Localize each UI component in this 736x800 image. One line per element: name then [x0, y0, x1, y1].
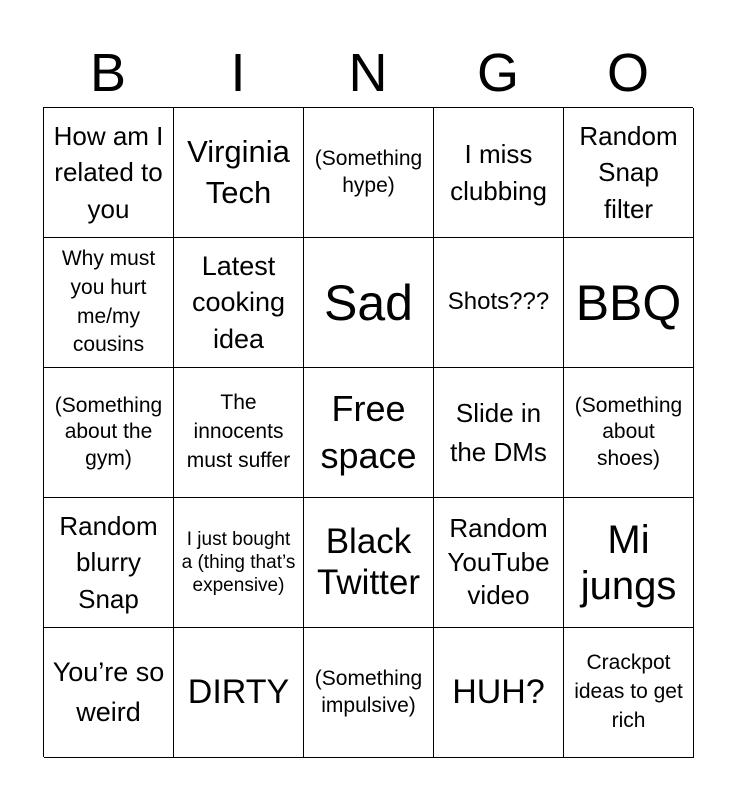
- cell-text: Virginia Tech: [187, 134, 290, 210]
- cell-text: How am I related to you: [53, 120, 164, 224]
- bingo-cell-r1-c4[interactable]: [434, 108, 564, 238]
- cell-text: I just bought a (thing that’s expensive): [181, 528, 296, 597]
- bingo-cell-r1-c5[interactable]: [564, 108, 694, 238]
- header-letter-b: B: [89, 43, 127, 103]
- bingo-cell-r4-c5[interactable]: [564, 498, 694, 628]
- bingo-cell-r1-c3[interactable]: [304, 108, 434, 238]
- bingo-cell-r4-c2[interactable]: [174, 498, 304, 628]
- cell-text: (Something impulsive): [314, 667, 423, 717]
- cell-text: (Something about the gym): [54, 394, 163, 470]
- cell-text: You’re so weird: [52, 657, 165, 727]
- bingo-cell-r3-c2[interactable]: [174, 368, 304, 498]
- cell-text: DIRTY: [187, 673, 290, 712]
- cell-text: Crackpot ideas to get rich: [574, 651, 683, 732]
- header-letter-i: I: [230, 43, 246, 103]
- bingo-cell-r2-c3[interactable]: [304, 238, 434, 368]
- bingo-cell-r3-c4[interactable]: [434, 368, 564, 498]
- cell-text: Free space: [320, 387, 417, 476]
- header-letter-o: O: [606, 43, 649, 103]
- cell-text: (Something hype): [314, 147, 423, 197]
- bingo-cell-r1-c2[interactable]: [174, 108, 304, 238]
- bingo-cell-r4-c3[interactable]: [304, 498, 434, 628]
- cell-text: I miss clubbing: [450, 139, 547, 206]
- cell-text: HUH?: [452, 673, 545, 712]
- bingo-cell-r2-c4[interactable]: [434, 238, 564, 368]
- bingo-cell-r2-c5[interactable]: [564, 238, 694, 368]
- bingo-cell-r3-c5[interactable]: [564, 368, 694, 498]
- bingo-cell-r5-c3[interactable]: [304, 628, 434, 758]
- cell-text: Mi jungs: [580, 517, 677, 608]
- bingo-cell-r5-c2[interactable]: [174, 628, 304, 758]
- cell-text: Random Snap filter: [579, 120, 678, 224]
- bingo-header: [43, 40, 693, 106]
- cell-text: Why must you hurt me/my cousins: [61, 246, 156, 357]
- bingo-cell-r4-c1[interactable]: [44, 498, 174, 628]
- bingo-cell-r4-c4[interactable]: [434, 498, 564, 628]
- cell-text: Sad: [324, 274, 413, 331]
- cell-text: The innocents must suffer: [186, 391, 291, 472]
- cell-text: Shots???: [447, 288, 550, 316]
- cell-text: Random blurry Snap: [59, 510, 158, 614]
- bingo-cell-r3-c1[interactable]: [44, 368, 174, 498]
- bingo-cell-r2-c1[interactable]: [44, 238, 174, 368]
- cell-text: (Something about shoes): [574, 394, 683, 470]
- cell-text: Black Twitter: [316, 522, 421, 602]
- bingo-cell-r3-c3[interactable]: [304, 368, 434, 498]
- bingo-cell-r2-c2[interactable]: [174, 238, 304, 368]
- bingo-cell-r5-c4[interactable]: [434, 628, 564, 758]
- cell-text: BBQ: [575, 274, 682, 331]
- cell-text: Latest cooking idea: [191, 250, 286, 354]
- bingo-cell-r5-c5[interactable]: [564, 628, 694, 758]
- header-letter-g: G: [476, 43, 519, 103]
- cell-text: Random YouTube video: [447, 512, 550, 611]
- header-letter-n: N: [348, 43, 388, 103]
- cell-text: Slide in the DMs: [450, 397, 547, 467]
- bingo-board: [43, 107, 693, 757]
- bingo-cell-r5-c1[interactable]: [44, 628, 174, 758]
- bingo-cell-r1-c1[interactable]: [44, 108, 174, 238]
